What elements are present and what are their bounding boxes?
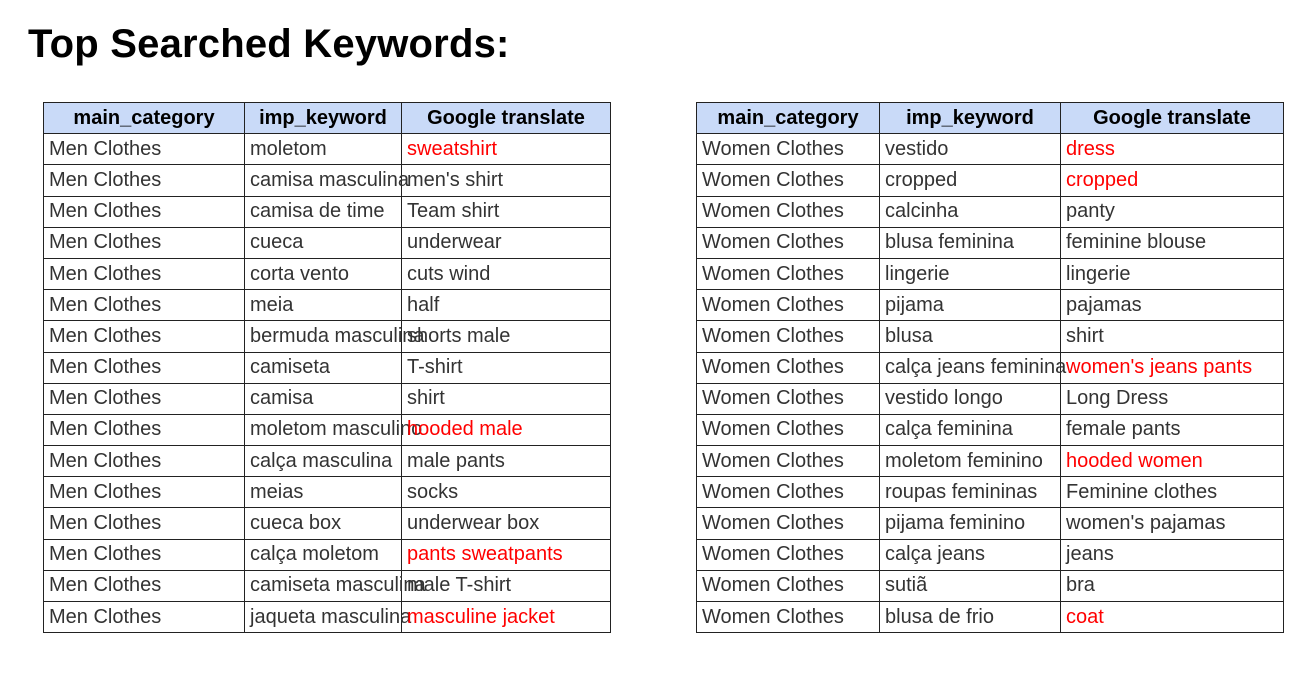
- cell-main-category: Women Clothes: [697, 477, 880, 508]
- cell-main-category: Men Clothes: [44, 383, 245, 414]
- cell-google-translate: panty: [1061, 196, 1284, 227]
- cell-main-category: Men Clothes: [44, 227, 245, 258]
- header-main-category: main_category: [44, 103, 245, 134]
- cell-imp-keyword: pijama: [880, 290, 1061, 321]
- cell-main-category: Women Clothes: [697, 290, 880, 321]
- table-row: [697, 508, 1284, 539]
- cell-imp-keyword: cueca: [245, 227, 402, 258]
- cell-google-translate: dress: [1061, 134, 1284, 165]
- table-row: [44, 508, 611, 539]
- table-row: [44, 477, 611, 508]
- cell-google-translate: pants sweatpants: [402, 539, 611, 570]
- table-row: [697, 602, 1284, 633]
- cell-imp-keyword: calça moletom: [245, 539, 402, 570]
- cell-google-translate: bra: [1061, 570, 1284, 601]
- table-row: [697, 383, 1284, 414]
- cell-google-translate: Long Dress: [1061, 383, 1284, 414]
- table-row: [697, 477, 1284, 508]
- cell-main-category: Women Clothes: [697, 258, 880, 289]
- header-google-translate: Google translate: [402, 103, 611, 134]
- cell-google-translate: men's shirt: [402, 165, 611, 196]
- cell-main-category: Women Clothes: [697, 446, 880, 477]
- cell-google-translate: sweatshirt: [402, 134, 611, 165]
- cell-imp-keyword: camiseta: [245, 352, 402, 383]
- cell-main-category: Men Clothes: [44, 477, 245, 508]
- cell-google-translate: shirt: [402, 383, 611, 414]
- cell-google-translate: cuts wind: [402, 258, 611, 289]
- cell-imp-keyword: calça jeans feminina: [880, 352, 1061, 383]
- cell-main-category: Men Clothes: [44, 258, 245, 289]
- header-imp-keyword: imp_keyword: [245, 103, 402, 134]
- table-header-row: [697, 103, 1284, 134]
- cell-main-category: Men Clothes: [44, 196, 245, 227]
- table-row: [697, 539, 1284, 570]
- cell-google-translate: jeans: [1061, 539, 1284, 570]
- cell-main-category: Women Clothes: [697, 570, 880, 601]
- header-imp-keyword: imp_keyword: [880, 103, 1061, 134]
- cell-main-category: Women Clothes: [697, 165, 880, 196]
- cell-main-category: Women Clothes: [697, 196, 880, 227]
- cell-imp-keyword: moletom: [245, 134, 402, 165]
- table-row: [697, 414, 1284, 445]
- cell-imp-keyword: bermuda masculina: [245, 321, 402, 352]
- cell-imp-keyword: pijama feminino: [880, 508, 1061, 539]
- cell-google-translate: hooded women: [1061, 446, 1284, 477]
- table-row: [44, 383, 611, 414]
- cell-google-translate: coat: [1061, 602, 1284, 633]
- cell-google-translate: socks: [402, 477, 611, 508]
- cell-google-translate: Feminine clothes: [1061, 477, 1284, 508]
- cell-imp-keyword: vestido longo: [880, 383, 1061, 414]
- cell-main-category: Men Clothes: [44, 134, 245, 165]
- cell-imp-keyword: camisa: [245, 383, 402, 414]
- cell-google-translate: women's pajamas: [1061, 508, 1284, 539]
- table-row: [44, 196, 611, 227]
- table-row: [44, 446, 611, 477]
- cell-main-category: Women Clothes: [697, 383, 880, 414]
- cell-imp-keyword: sutiã: [880, 570, 1061, 601]
- cell-imp-keyword: corta vento: [245, 258, 402, 289]
- cell-imp-keyword: cueca box: [245, 508, 402, 539]
- cell-google-translate: underwear box: [402, 508, 611, 539]
- cell-google-translate: feminine blouse: [1061, 227, 1284, 258]
- cell-main-category: Men Clothes: [44, 352, 245, 383]
- table-row: [44, 414, 611, 445]
- cell-imp-keyword: lingerie: [880, 258, 1061, 289]
- cell-imp-keyword: camisa masculina: [245, 165, 402, 196]
- cell-imp-keyword: vestido: [880, 134, 1061, 165]
- cell-imp-keyword: blusa de frio: [880, 602, 1061, 633]
- cell-imp-keyword: calça jeans: [880, 539, 1061, 570]
- header-google-translate: Google translate: [1061, 103, 1284, 134]
- table-row: [697, 570, 1284, 601]
- cell-google-translate: lingerie: [1061, 258, 1284, 289]
- cell-imp-keyword: meias: [245, 477, 402, 508]
- cell-google-translate: male pants: [402, 446, 611, 477]
- table-row: [44, 258, 611, 289]
- cell-main-category: Men Clothes: [44, 165, 245, 196]
- cell-google-translate: shirt: [1061, 321, 1284, 352]
- cell-imp-keyword: blusa feminina: [880, 227, 1061, 258]
- cell-google-translate: cropped: [1061, 165, 1284, 196]
- cell-main-category: Women Clothes: [697, 414, 880, 445]
- cell-main-category: Men Clothes: [44, 321, 245, 352]
- table-row: [697, 321, 1284, 352]
- women-table-body: [697, 134, 1284, 633]
- table-header-row: [44, 103, 611, 134]
- men-keywords-table: [43, 102, 611, 633]
- cell-main-category: Men Clothes: [44, 290, 245, 321]
- cell-imp-keyword: blusa: [880, 321, 1061, 352]
- cell-main-category: Women Clothes: [697, 508, 880, 539]
- cell-imp-keyword: meia: [245, 290, 402, 321]
- cell-imp-keyword: calcinha: [880, 196, 1061, 227]
- cell-main-category: Men Clothes: [44, 446, 245, 477]
- cell-imp-keyword: cropped: [880, 165, 1061, 196]
- cell-imp-keyword: calça feminina: [880, 414, 1061, 445]
- table-row: [44, 165, 611, 196]
- cell-google-translate: male T-shirt: [402, 570, 611, 601]
- cell-main-category: Women Clothes: [697, 539, 880, 570]
- cell-google-translate: T-shirt: [402, 352, 611, 383]
- cell-main-category: Women Clothes: [697, 602, 880, 633]
- table-row: [44, 352, 611, 383]
- header-main-category: main_category: [697, 103, 880, 134]
- table-row: [697, 227, 1284, 258]
- cell-google-translate: Team shirt: [402, 196, 611, 227]
- cell-main-category: Men Clothes: [44, 570, 245, 601]
- cell-imp-keyword: roupas femininas: [880, 477, 1061, 508]
- cell-main-category: Men Clothes: [44, 602, 245, 633]
- cell-google-translate: masculine jacket: [402, 602, 611, 633]
- table-row: [44, 290, 611, 321]
- table-row: [44, 321, 611, 352]
- page-title: Top Searched Keywords:: [28, 22, 510, 66]
- table-row: [44, 602, 611, 633]
- cell-main-category: Women Clothes: [697, 134, 880, 165]
- cell-main-category: Men Clothes: [44, 414, 245, 445]
- table-row: [697, 134, 1284, 165]
- cell-main-category: Women Clothes: [697, 227, 880, 258]
- cell-main-category: Men Clothes: [44, 539, 245, 570]
- table-row: [44, 227, 611, 258]
- cell-google-translate: female pants: [1061, 414, 1284, 445]
- table-row: [697, 196, 1284, 227]
- cell-imp-keyword: calça masculina: [245, 446, 402, 477]
- cell-google-translate: shorts male: [402, 321, 611, 352]
- cell-google-translate: underwear: [402, 227, 611, 258]
- table-row: [697, 446, 1284, 477]
- cell-google-translate: half: [402, 290, 611, 321]
- table-row: [697, 165, 1284, 196]
- cell-google-translate: hooded male: [402, 414, 611, 445]
- cell-imp-keyword: camisa de time: [245, 196, 402, 227]
- cell-imp-keyword: moletom masculino: [245, 414, 402, 445]
- cell-main-category: Women Clothes: [697, 321, 880, 352]
- women-keywords-table: [696, 102, 1284, 633]
- cell-google-translate: women's jeans pants: [1061, 352, 1284, 383]
- table-row: [697, 352, 1284, 383]
- cell-imp-keyword: jaqueta masculina: [245, 602, 402, 633]
- cell-main-category: Men Clothes: [44, 508, 245, 539]
- cell-imp-keyword: camiseta masculina: [245, 570, 402, 601]
- table-row: [44, 539, 611, 570]
- table-row: [44, 134, 611, 165]
- table-row: [44, 570, 611, 601]
- cell-main-category: Women Clothes: [697, 352, 880, 383]
- men-table-body: [44, 134, 611, 633]
- table-row: [697, 290, 1284, 321]
- table-row: [697, 258, 1284, 289]
- cell-google-translate: pajamas: [1061, 290, 1284, 321]
- cell-imp-keyword: moletom feminino: [880, 446, 1061, 477]
